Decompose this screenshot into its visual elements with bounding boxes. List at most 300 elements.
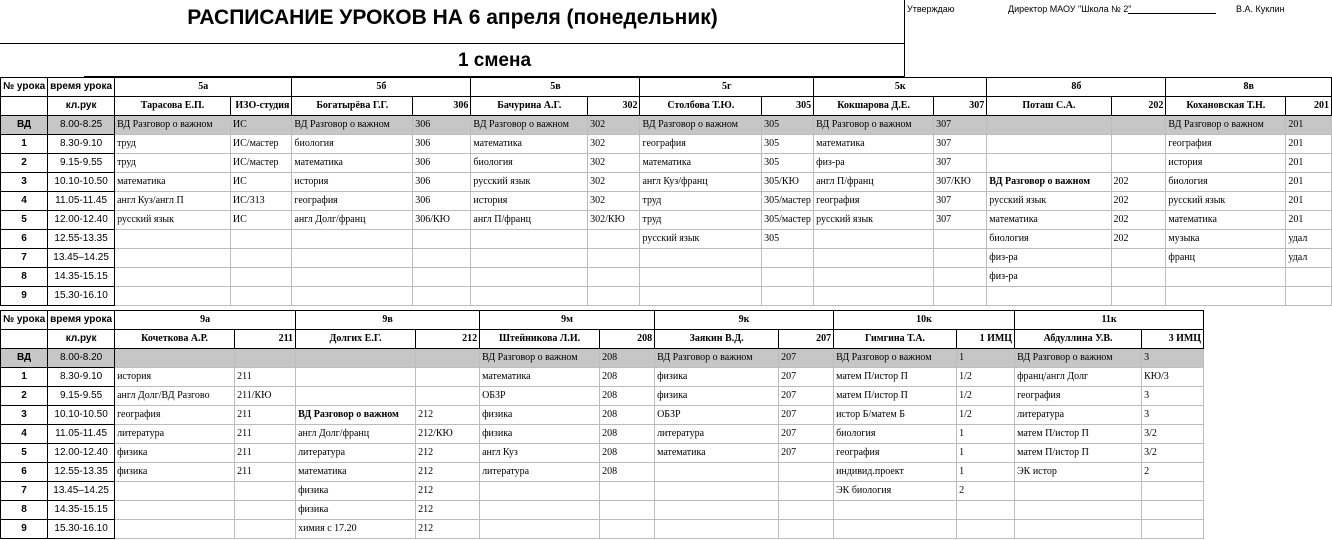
lesson-row	[1, 211, 1332, 230]
room-cell: 305	[762, 135, 814, 154]
room-cell: 207	[779, 349, 834, 368]
class-name: 8б	[987, 78, 1166, 97]
subject-cell	[292, 249, 413, 268]
room-cell: 305	[762, 154, 814, 173]
subject-cell	[292, 230, 413, 249]
subject-cell: география	[1166, 135, 1286, 154]
room-cell	[1142, 482, 1204, 501]
class-name: 5а	[115, 78, 292, 97]
subject-cell: матем П/истор П	[1015, 425, 1142, 444]
subject-cell: математика	[640, 154, 762, 173]
lesson-number: 5	[1, 211, 48, 230]
room-cell: ИС/мастер	[230, 154, 291, 173]
subject-cell	[655, 501, 779, 520]
lesson-row	[1, 406, 1204, 425]
subject-cell: русский язык	[814, 211, 934, 230]
subject-cell	[115, 482, 235, 501]
subject-cell	[292, 287, 413, 306]
room-cell: 208	[600, 425, 655, 444]
schedule-table-2	[0, 310, 1204, 539]
lesson-row	[1, 116, 1332, 135]
subject-cell: труд	[640, 192, 762, 211]
subject-cell: матем П/истор П	[834, 368, 957, 387]
class-teacher-header: кл.рук	[48, 330, 115, 349]
room-cell	[1111, 249, 1166, 268]
class-name: 5к	[814, 78, 987, 97]
room-cell	[588, 287, 640, 306]
subject-cell: ВД Разговор о важном	[987, 173, 1111, 192]
subject-cell: англ П/франц	[471, 211, 588, 230]
room-cell	[416, 349, 480, 368]
subject-cell: англ Куз	[480, 444, 600, 463]
room-cell	[762, 249, 814, 268]
subject-cell: биология	[1166, 173, 1286, 192]
subject-cell: математика	[987, 211, 1111, 230]
room-cell: 3	[1142, 349, 1204, 368]
room-cell: 207	[779, 387, 834, 406]
class-room: 307	[934, 97, 987, 116]
subject-cell: биология	[292, 135, 413, 154]
lesson-time: 14.35-15.15	[48, 268, 115, 287]
subject-cell: физика	[655, 368, 779, 387]
room-cell	[762, 287, 814, 306]
subject-cell: франц	[1166, 249, 1286, 268]
subject-cell: физ-ра	[987, 268, 1111, 287]
class-teacher: Бачурина А.Г.	[471, 97, 588, 116]
subject-cell: литература	[655, 425, 779, 444]
subject-cell: франц/англ Долг	[1015, 368, 1142, 387]
room-cell: 207	[779, 444, 834, 463]
subject-cell	[834, 501, 957, 520]
subject-cell	[987, 135, 1111, 154]
subject-cell: физика	[115, 444, 235, 463]
room-cell	[230, 230, 291, 249]
lesson-number: 4	[1, 192, 48, 211]
subject-cell: география	[834, 444, 957, 463]
class-teacher: Гимгина Т.А.	[834, 330, 957, 349]
room-cell: 1/2	[957, 406, 1015, 425]
class-name: 10к	[834, 311, 1015, 330]
class-teacher: Богатырёва Г.Г.	[292, 97, 413, 116]
lesson-time: 12.00-12.40	[48, 211, 115, 230]
room-cell	[1111, 135, 1166, 154]
class-room: 302	[588, 97, 640, 116]
subject-cell: физика	[655, 387, 779, 406]
lesson-time: 10.10-10.50	[48, 173, 115, 192]
lesson-number: 2	[1, 154, 48, 173]
blank-cell	[1, 330, 48, 349]
lesson-number: 1	[1, 135, 48, 154]
subject-cell: география	[640, 135, 762, 154]
subject-cell: математика	[471, 135, 588, 154]
subject-cell: ВД Разговор о важном	[292, 116, 413, 135]
lesson-time: 12.00-12.40	[48, 444, 115, 463]
subject-cell	[471, 287, 588, 306]
subject-cell: география	[814, 192, 934, 211]
room-cell: 211	[235, 406, 296, 425]
class-name: 9в	[296, 311, 480, 330]
class-name: 5г	[640, 78, 814, 97]
room-cell: 201	[1286, 173, 1332, 192]
teacher-row	[1, 330, 1204, 349]
subject-cell: ОБЗР	[655, 406, 779, 425]
room-cell: 306	[413, 116, 471, 135]
room-cell: 212	[416, 444, 480, 463]
room-cell: ИС/мастер	[230, 135, 291, 154]
room-cell: 212/КЮ	[416, 425, 480, 444]
room-cell: 307	[934, 211, 987, 230]
subject-cell: ВД Разговор о важном	[655, 349, 779, 368]
lesson-time: 12.55-13.35	[48, 463, 115, 482]
subject-cell: физика	[296, 482, 416, 501]
room-cell: 201	[1286, 154, 1332, 173]
lesson-time-header: время урока	[48, 311, 115, 330]
room-cell	[230, 268, 291, 287]
lesson-number-header: № урока	[1, 78, 48, 97]
room-cell: 201	[1286, 116, 1332, 135]
room-cell	[235, 520, 296, 539]
class-name: 11к	[1015, 311, 1204, 330]
class-name: 5в	[471, 78, 640, 97]
lesson-time: 8.00-8.25	[48, 116, 115, 135]
subject-cell	[1015, 520, 1142, 539]
subject-cell: литература	[296, 444, 416, 463]
room-cell	[1142, 501, 1204, 520]
subject-cell	[987, 287, 1111, 306]
subject-cell: ВД Разговор о важном	[1015, 349, 1142, 368]
class-header-row	[1, 311, 1204, 330]
class-room: 212	[416, 330, 480, 349]
class-room: 211	[235, 330, 296, 349]
subject-cell	[115, 230, 231, 249]
class-teacher: Кохановская Т.Н.	[1166, 97, 1286, 116]
lesson-number: 7	[1, 482, 48, 501]
lesson-number: 2	[1, 387, 48, 406]
class-teacher: Абдуллина У.В.	[1015, 330, 1142, 349]
class-room: 3 ИМЦ	[1142, 330, 1204, 349]
subject-cell	[640, 249, 762, 268]
subject-cell: физ-ра	[987, 249, 1111, 268]
subject-cell	[814, 287, 934, 306]
class-teacher: Кокшарова Д.Е.	[814, 97, 934, 116]
lesson-row	[1, 268, 1332, 287]
lesson-number: ВД	[1, 349, 48, 368]
class-teacher: Долгих Е.Г.	[296, 330, 416, 349]
lesson-number: 8	[1, 501, 48, 520]
subject-cell	[814, 249, 934, 268]
approval-label: Утверждаю	[907, 4, 955, 14]
subject-cell: матем П/истор П	[1015, 444, 1142, 463]
lesson-number: 3	[1, 406, 48, 425]
lesson-row	[1, 135, 1332, 154]
room-cell	[230, 287, 291, 306]
room-cell: 302	[588, 192, 640, 211]
room-cell: 307	[934, 192, 987, 211]
subject-cell	[296, 368, 416, 387]
class-room: 306	[413, 97, 471, 116]
lesson-number-header: № урока	[1, 311, 48, 330]
room-cell: 208	[600, 444, 655, 463]
approval-name: В.А. Куклин	[1236, 4, 1285, 14]
subject-cell: биология	[834, 425, 957, 444]
lesson-time: 12.55-13.35	[48, 230, 115, 249]
room-cell: ИС/313	[230, 192, 291, 211]
room-cell	[1286, 268, 1332, 287]
room-cell: 306	[413, 154, 471, 173]
approval-position: Директор МАОУ "Школа № 2"	[1008, 4, 1132, 14]
subject-cell: англ П/франц	[814, 173, 934, 192]
room-cell: 2	[1142, 463, 1204, 482]
subject-cell	[296, 387, 416, 406]
subject-cell: биология	[987, 230, 1111, 249]
room-cell	[416, 387, 480, 406]
room-cell	[1286, 287, 1332, 306]
lesson-time: 9.15-9.55	[48, 387, 115, 406]
subject-cell	[655, 463, 779, 482]
class-room: 202	[1111, 97, 1166, 116]
subject-cell	[655, 520, 779, 539]
subject-cell: литература	[480, 463, 600, 482]
subject-cell: ВД Разговор о важном	[115, 116, 231, 135]
lesson-row	[1, 368, 1204, 387]
room-cell: 208	[600, 387, 655, 406]
subject-cell: русский язык	[471, 173, 588, 192]
room-cell: 307/КЮ	[934, 173, 987, 192]
subject-cell: русский язык	[640, 230, 762, 249]
room-cell	[413, 230, 471, 249]
lesson-row	[1, 192, 1332, 211]
room-cell: 307	[934, 135, 987, 154]
class-name: 9к	[655, 311, 834, 330]
subject-cell: матем П/истор П	[834, 387, 957, 406]
subject-cell	[292, 268, 413, 287]
room-cell: 1/2	[957, 387, 1015, 406]
room-cell	[1111, 154, 1166, 173]
lesson-number: 9	[1, 287, 48, 306]
subject-cell: литература	[1015, 406, 1142, 425]
subject-cell: физ-ра	[814, 154, 934, 173]
class-name: 8в	[1166, 78, 1332, 97]
room-cell: 1	[957, 444, 1015, 463]
subject-cell: математика	[296, 463, 416, 482]
room-cell	[779, 520, 834, 539]
room-cell	[779, 463, 834, 482]
room-cell: 305/мастер	[762, 192, 814, 211]
room-cell: 201	[1286, 135, 1332, 154]
room-cell: 202	[1111, 173, 1166, 192]
subject-cell	[471, 230, 588, 249]
room-cell: ИС	[230, 211, 291, 230]
room-cell	[235, 349, 296, 368]
room-cell: 202	[1111, 211, 1166, 230]
subject-cell: математика	[115, 173, 231, 192]
subject-cell: история	[1166, 154, 1286, 173]
lesson-time: 10.10-10.50	[48, 406, 115, 425]
subject-cell: ВД Разговор о важном	[480, 349, 600, 368]
room-cell: 3/2	[1142, 425, 1204, 444]
room-cell: 202	[1111, 230, 1166, 249]
lesson-number: 6	[1, 230, 48, 249]
subject-cell: математика	[480, 368, 600, 387]
subject-cell: музыка	[1166, 230, 1286, 249]
room-cell: 202	[1111, 192, 1166, 211]
subject-cell	[115, 520, 235, 539]
room-cell: 305/мастер	[762, 211, 814, 230]
class-room: 207	[779, 330, 834, 349]
room-cell	[235, 501, 296, 520]
subject-cell: ВД Разговор о важном	[296, 406, 416, 425]
subject-cell: ВД Разговор о важном	[814, 116, 934, 135]
lesson-number: 1	[1, 368, 48, 387]
lesson-row	[1, 482, 1204, 501]
subject-cell: математика	[655, 444, 779, 463]
room-cell: 302	[588, 135, 640, 154]
subject-cell: труд	[640, 211, 762, 230]
room-cell: 302	[588, 116, 640, 135]
lesson-row	[1, 230, 1332, 249]
room-cell: 211	[235, 463, 296, 482]
lesson-time: 9.15-9.55	[48, 154, 115, 173]
room-cell: 1	[957, 349, 1015, 368]
room-cell: 201	[1286, 192, 1332, 211]
subject-cell: математика	[292, 154, 413, 173]
subject-cell	[296, 349, 416, 368]
lesson-number: 9	[1, 520, 48, 539]
class-room: ИЗО-студия	[230, 97, 291, 116]
subject-cell: физика	[115, 463, 235, 482]
room-cell	[600, 520, 655, 539]
subject-cell: англ Долг/ВД Разгово	[115, 387, 235, 406]
lesson-row	[1, 173, 1332, 192]
room-cell: 207	[779, 425, 834, 444]
room-cell: 306	[413, 173, 471, 192]
lesson-row	[1, 520, 1204, 539]
subject-cell: труд	[115, 135, 231, 154]
subject-cell	[115, 287, 231, 306]
class-name: 9м	[480, 311, 655, 330]
class-name: 5б	[292, 78, 471, 97]
room-cell	[588, 230, 640, 249]
room-cell	[235, 482, 296, 501]
subject-cell: география	[1015, 387, 1142, 406]
subject-cell: математика	[814, 135, 934, 154]
room-cell	[934, 268, 987, 287]
subject-cell: история	[115, 368, 235, 387]
class-name: 9а	[115, 311, 296, 330]
room-cell	[413, 268, 471, 287]
subject-cell: литература	[115, 425, 235, 444]
subject-cell: русский язык	[1166, 192, 1286, 211]
room-cell	[230, 249, 291, 268]
subject-cell: ВД Разговор о важном	[471, 116, 588, 135]
subject-cell: физика	[296, 501, 416, 520]
teacher-row	[1, 97, 1332, 116]
signature-line	[1128, 13, 1216, 14]
room-cell: 208	[600, 406, 655, 425]
lesson-time-header: время урока	[48, 78, 115, 97]
room-cell: удал	[1286, 249, 1332, 268]
room-cell	[762, 268, 814, 287]
subject-cell: русский язык	[115, 211, 231, 230]
lesson-time: 11.05-11.45	[48, 192, 115, 211]
lesson-row	[1, 349, 1204, 368]
room-cell: 208	[600, 349, 655, 368]
room-cell	[1142, 520, 1204, 539]
lesson-time: 15.30-16.10	[48, 287, 115, 306]
room-cell: 3	[1142, 387, 1204, 406]
room-cell: 2	[957, 482, 1015, 501]
room-cell: 1/2	[957, 368, 1015, 387]
lesson-row	[1, 425, 1204, 444]
subject-cell	[471, 249, 588, 268]
lesson-row	[1, 463, 1204, 482]
room-cell: 3/2	[1142, 444, 1204, 463]
subject-cell: ЭК биология	[834, 482, 957, 501]
room-cell: 302	[588, 154, 640, 173]
subject-cell	[640, 287, 762, 306]
room-cell: 306/КЮ	[413, 211, 471, 230]
room-cell: 305/КЮ	[762, 173, 814, 192]
room-cell: удал	[1286, 230, 1332, 249]
room-cell	[588, 268, 640, 287]
room-cell: 1	[957, 425, 1015, 444]
lesson-row	[1, 287, 1332, 306]
room-cell: 211	[235, 368, 296, 387]
lesson-time: 8.30-9.10	[48, 368, 115, 387]
subject-cell: география	[292, 192, 413, 211]
subject-cell: англ Долг/франц	[296, 425, 416, 444]
subject-cell	[480, 501, 600, 520]
lesson-row	[1, 154, 1332, 173]
blank-cell	[1, 97, 48, 116]
subject-cell	[471, 268, 588, 287]
room-cell: 305	[762, 116, 814, 135]
subject-cell	[987, 154, 1111, 173]
lesson-time: 13.45–14.25	[48, 482, 115, 501]
subject-cell	[655, 482, 779, 501]
lesson-number: 8	[1, 268, 48, 287]
schedule-table-1	[0, 77, 1332, 306]
class-teacher-header: кл.рук	[48, 97, 115, 116]
lesson-number: 6	[1, 463, 48, 482]
room-cell	[934, 249, 987, 268]
room-cell: 307	[934, 154, 987, 173]
room-cell	[934, 230, 987, 249]
room-cell: 1	[957, 463, 1015, 482]
subject-cell: химия с 17.20	[296, 520, 416, 539]
class-teacher: Заякин В.Д.	[655, 330, 779, 349]
subject-cell	[1166, 287, 1286, 306]
lesson-row	[1, 249, 1332, 268]
subject-cell: физика	[480, 425, 600, 444]
subject-cell: индивид.проект	[834, 463, 957, 482]
lesson-time: 15.30-16.10	[48, 520, 115, 539]
room-cell	[957, 501, 1015, 520]
lesson-time: 11.05-11.45	[48, 425, 115, 444]
subject-cell: математика	[1166, 211, 1286, 230]
lesson-time: 13.45–14.25	[48, 249, 115, 268]
subject-cell: ОБЗР	[480, 387, 600, 406]
lesson-time: 14.35-15.15	[48, 501, 115, 520]
lesson-time: 8.30-9.10	[48, 135, 115, 154]
subject-cell	[115, 268, 231, 287]
subject-cell	[834, 520, 957, 539]
room-cell	[588, 249, 640, 268]
room-cell	[416, 368, 480, 387]
subject-cell	[987, 116, 1111, 135]
subject-cell	[1015, 482, 1142, 501]
subject-cell	[1166, 268, 1286, 287]
